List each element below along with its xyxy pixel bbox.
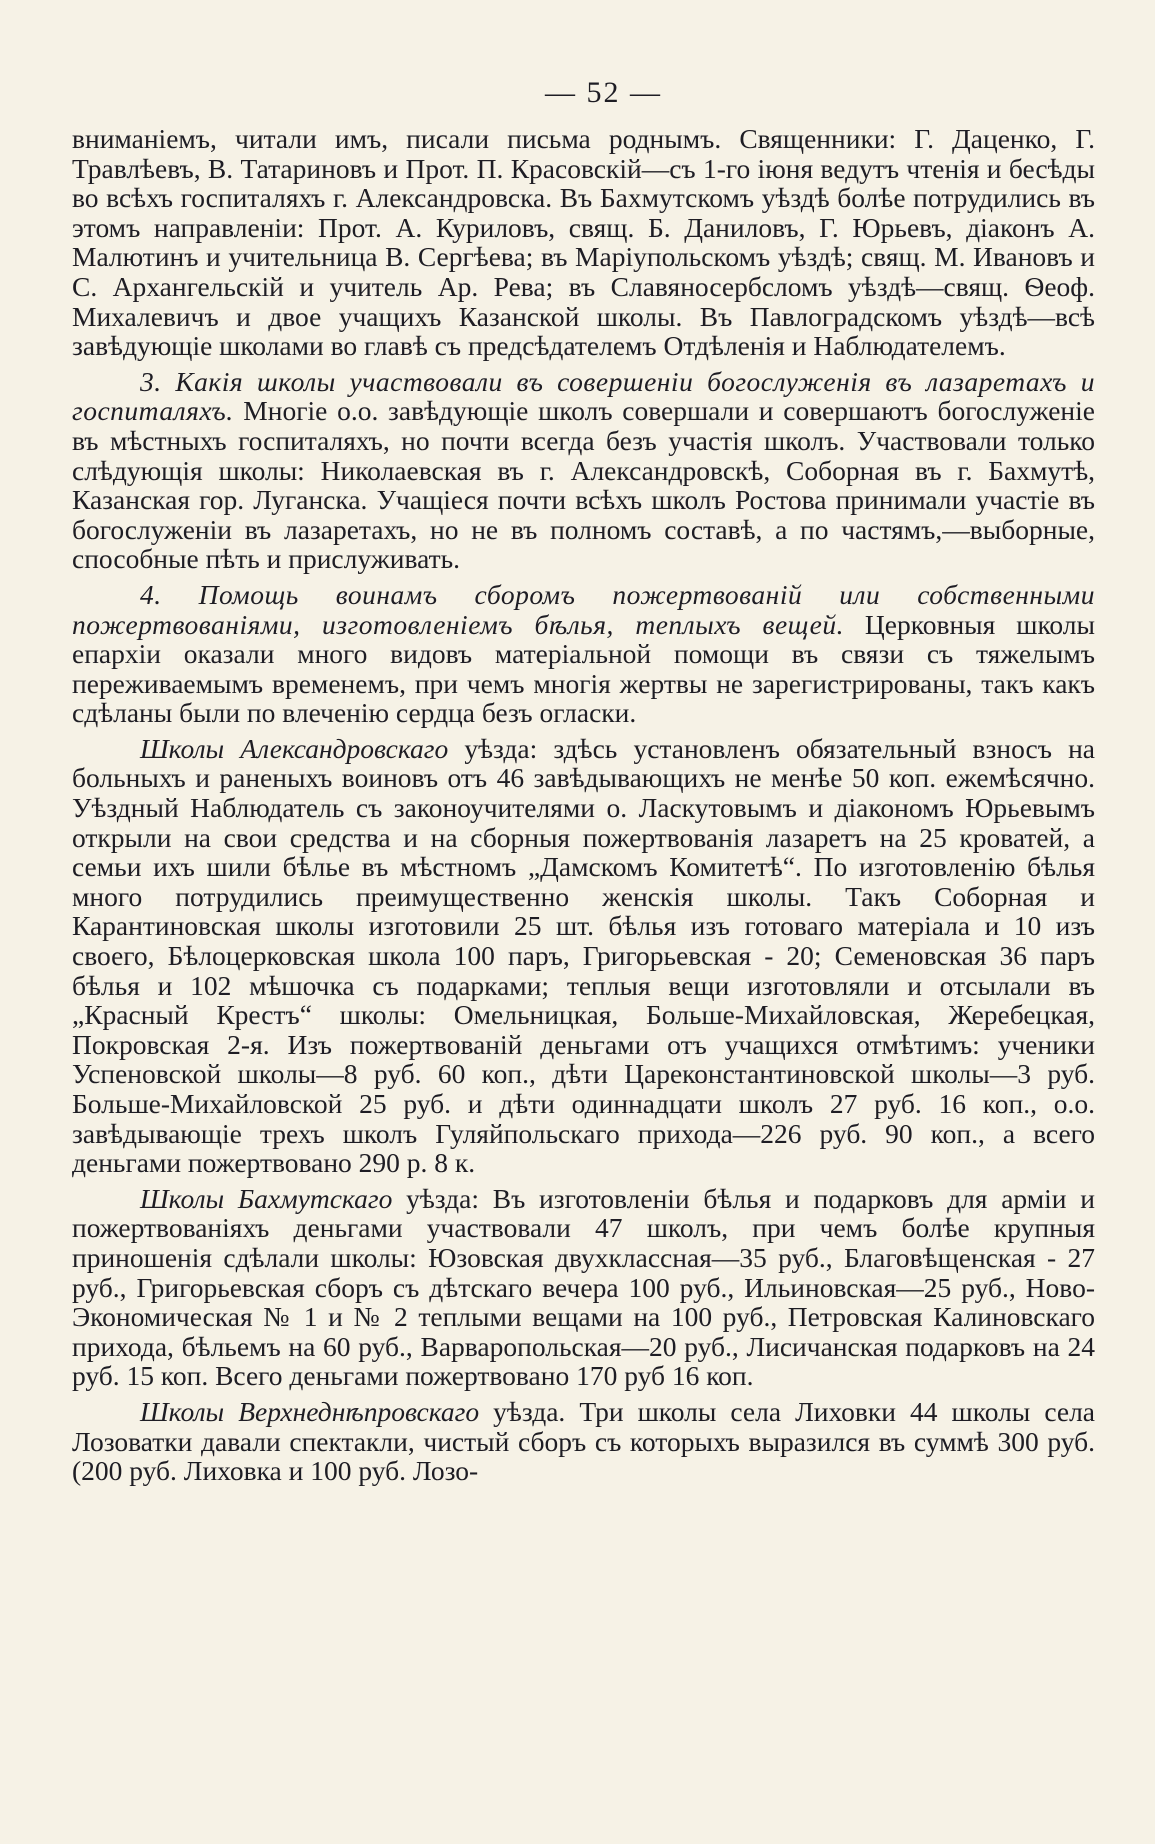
paragraph-aleksandrovsk <box>72 734 1095 1178</box>
page-number: — 52 — <box>545 76 662 109</box>
district-label: Школы Верхнеднѣпровскаго <box>140 1395 480 1427</box>
paragraph-text: уѣзда: Въ изготовленіи бѣлья и подарковъ для арміи и пожертвованіяхъ деньгами участвовали 47 школъ, при чемъ болѣе крупныя приношенія сдѣлали школы: Юзовская двухклассная—35 руб., Благовѣщенская - 27 руб., Григорьевская сборъ съ дѣтскаго вечера 100 руб., Ильиновская—25 руб., Ново-Экономическая № 1 и № 2 теплыми вещами на 100 руб., Петровская Калиновскаго прихода, бѣльемъ на 60 руб., Варваропольская—20 руб., Лисичанская подарковъ на 24 руб. 15 коп. Всего деньгами пожертвовано 170 руб 16 коп. <box>72 1182 1095 1392</box>
paragraph-text: вниманіемъ, читали имъ, писали письма роднымъ. Священники: Г. Даценко, Г. Травлѣевъ, В. Татариновъ и Прот. П. Красовскій—съ 1-го іюня ведутъ чтенія и бесѣды во всѣхъ госпиталяхъ г. Александровска. Въ Бахмутскомъ уѣздѣ болѣе потрудились въ этомъ направленіи: Прот. А. Куриловъ, свящ. Б. Даниловъ, Г. Юрьевъ, діаконъ А. Малютинъ и учительница В. Сергѣева; въ Маріупольскомъ уѣздѣ; свящ. М. Ивановъ и С. Архангельскій и учитель Ар. Рева; въ Славяносербсломъ уѣздѣ—свящ. Ѳеоф. Михалевичъ и двое учащихъ Казанской школы. Въ Павлоградскомъ уѣздѣ—всѣ завѣдующіе школами во главѣ съ предсѣдателемъ Отдѣленія и Наблюдателемъ. <box>72 123 1095 362</box>
paragraph-text: Церковныя школы епархіи оказали много видовъ матеріальной помощи въ связи съ тяжелымъ переживаемымъ временемъ, при чемъ многія жертвы не зарегистрированы, такъ какъ сдѣланы были по влеченію сердца безъ огласки. <box>72 608 1095 729</box>
paragraph-section-4 <box>72 580 1095 728</box>
district-label: Школы Бахмутскаго <box>140 1182 393 1214</box>
body-text <box>72 124 1095 1486</box>
district-label: Школы Александровскаго <box>140 732 449 764</box>
section-heading: 4. Помощь воинамъ сборомъ пожертвованій или собственными пожертвованіями, изготовленіемъ бѣлья, теплыхъ вещей. <box>72 578 1095 640</box>
paragraph-text: уѣзда. Три школы села Лиховки 44 школы села Лозоватки давали спектакли, чистый сборъ съ которыхъ выразился въ суммѣ 300 руб. (200 руб. Лиховка и 100 руб. Лозо- <box>72 1395 1096 1487</box>
paragraph-continuation <box>72 124 1095 361</box>
paragraph-verkhnedneprovsk <box>72 1397 1095 1486</box>
paragraph-bakhmut <box>72 1184 1095 1391</box>
section-heading: 3. Какія школы участвовали въ совершеніи богослуженія въ лазаретахъ и госпиталяхъ. <box>72 365 1095 427</box>
paragraph-text: уѣзда: здѣсь установленъ обязательный взносъ на больныхъ и раненыхъ воиновъ отъ 46 завѣдывающихъ не менѣе 50 коп. ежемѣсячно. Уѣздный Наблюдатель съ законоучителями о. Ласкутовымъ и діакономъ Юрьевымъ открыли на свои средства и на сборныя пожертвованія лазаретъ на 25 кроватей, а семьи ихъ шили бѣлье въ мѣстномъ „Дамскомъ Комитетѣ“. По изготовленію бѣлья много потрудились преимущественно женскія школы. Такъ Соборная и Карантиновская школы изготовили 25 шт. бѣлья изъ готоваго матеріала и 10 изъ своего, Бѣлоцерковская школа 100 паръ, Григорьевская - 20; Семеновская 36 паръ бѣлья и 102 мѣшочка съ подарками; теплыя вещи изготовляли и отсылали въ „Красный Крестъ“ школы: Омельницкая, Больше-Михайловская, Жеребецкая, Покровская 2-я. Изъ пожертвованій деньгами отъ учащихся отмѣтимъ: ученики Успеновской школы—8 руб. 60 коп., дѣти Цареконстантиновской школы—3 руб. Больше-Михайловской 25 руб. и дѣти одиннадцати школъ 27 руб. 16 коп., о.о. завѣдывающіе трехъ школъ Гуляйпольскаго прихода—226 руб. 90 коп., а всего деньгами пожертвовано 290 р. 8 к. <box>72 732 1095 1179</box>
paragraph-text: Многіе о.о. завѣдующіе школъ совершали и совершаютъ богослуженіе въ мѣстныхъ госпиталяхъ, но почти всегда безъ участія школъ. Участвовали только слѣдующія школы: Николаевская въ г. Александровскѣ, Соборная въ г. Бахмутѣ, Казанская гор. Луганска. Учащіеся почти всѣхъ школъ Ростова принимали участіе въ богослуженіи въ лазаретахъ, но не въ полномъ составѣ, а по частямъ,—выборные, способные пѣть и прислуживать. <box>72 395 1095 575</box>
paragraph-section-3 <box>72 367 1095 574</box>
